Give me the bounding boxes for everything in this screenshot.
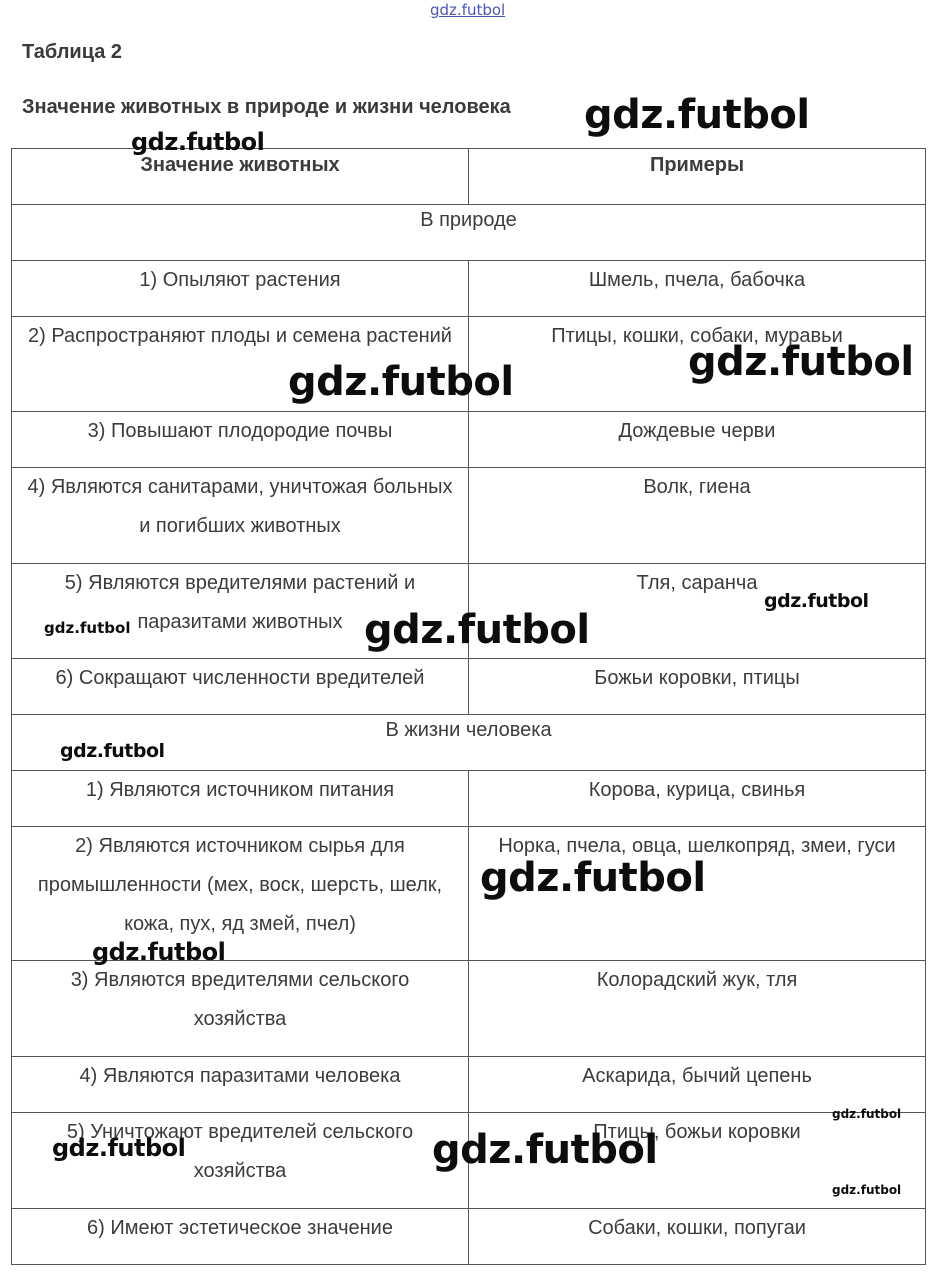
role-cell: 3) Являются вредителями сельского хозяйства	[12, 961, 469, 1057]
examples-cell: Аскарида, бычий цепень	[469, 1057, 926, 1113]
examples-cell: Колорадский жук, тля	[469, 961, 926, 1057]
section-title-human-life: В жизни человека	[12, 715, 926, 771]
examples-cell: Птицы, божьи коровки	[469, 1113, 926, 1209]
watermark: gdz.futbol	[480, 855, 706, 901]
table-row	[12, 468, 926, 564]
table-title: Значение животных в природе и жизни человека	[22, 96, 511, 118]
table-row	[12, 1057, 926, 1113]
watermark: gdz.futbol	[584, 92, 810, 138]
watermark: gdz.futbol	[832, 1107, 902, 1121]
section-title-nature: В природе	[12, 205, 926, 261]
role-cell: 1) Являются источником питания	[12, 771, 469, 827]
examples-cell: Дождевые черви	[469, 412, 926, 468]
examples-cell: Шмель, пчела, бабочка	[469, 261, 926, 317]
table-row	[12, 771, 926, 827]
examples-cell: Волк, гиена	[469, 468, 926, 564]
table-row	[12, 1209, 926, 1265]
examples-cell: Собаки, кошки, попугаи	[469, 1209, 926, 1265]
table-number: Таблица 2	[22, 41, 123, 63]
role-cell: 6) Сокращают численности вредителей	[12, 659, 469, 715]
examples-cell: Птицы, кошки, собаки, муравьи	[469, 317, 926, 412]
column-header-examples: Примеры	[469, 149, 926, 205]
role-cell: 2) Распространяют плоды и семена растений	[12, 317, 469, 412]
watermark: gdz.futbol	[44, 619, 131, 637]
table-row	[12, 412, 926, 468]
watermark: gdz.futbol	[832, 1183, 902, 1197]
role-cell: 4) Являются санитарами, уничтожая больных и погибших животных	[12, 468, 469, 564]
animals-table	[11, 148, 926, 1265]
role-cell: 2) Являются источником сырья для промышленности (мех, воск, шерсть, шелк, кожа, пух, яд змей, пчел)	[12, 827, 469, 961]
watermark: gdz.futbol	[92, 938, 226, 966]
watermark: gdz.futbol	[364, 607, 590, 653]
role-cell: 5) Являются вредителями растений и паразитами животных	[12, 564, 469, 659]
role-cell: 6) Имеют эстетическое значение	[12, 1209, 469, 1265]
role-cell: 3) Повышают плодородие почвы	[12, 412, 469, 468]
role-cell: 5) Уничтожают вредителей сельского хозяйства	[12, 1113, 469, 1209]
header-row	[12, 149, 926, 205]
watermark: gdz.futbol	[131, 128, 265, 156]
table-row	[12, 961, 926, 1057]
watermark-link[interactable]: gdz.futbol	[430, 1, 506, 19]
examples-cell: Тля, саранча	[469, 564, 926, 659]
watermark: gdz.futbol	[764, 590, 869, 612]
watermark: gdz.futbol	[60, 740, 165, 762]
examples-cell: Норка, пчела, овца, шелкопряд, змеи, гуси	[469, 827, 926, 961]
table-row	[12, 261, 926, 317]
table-row	[12, 659, 926, 715]
role-cell: 4) Являются паразитами человека	[12, 1057, 469, 1113]
column-header-role: Значение животных	[12, 149, 469, 205]
watermark: gdz.futbol	[688, 339, 914, 385]
role-cell: 1) Опыляют растения	[12, 261, 469, 317]
examples-cell: Божьи коровки, птицы	[469, 659, 926, 715]
examples-cell: Корова, курица, свинья	[469, 771, 926, 827]
watermark: gdz.futbol	[432, 1127, 658, 1173]
section-row	[12, 205, 926, 261]
watermark: gdz.futbol	[52, 1134, 186, 1162]
watermark: gdz.futbol	[288, 359, 514, 405]
